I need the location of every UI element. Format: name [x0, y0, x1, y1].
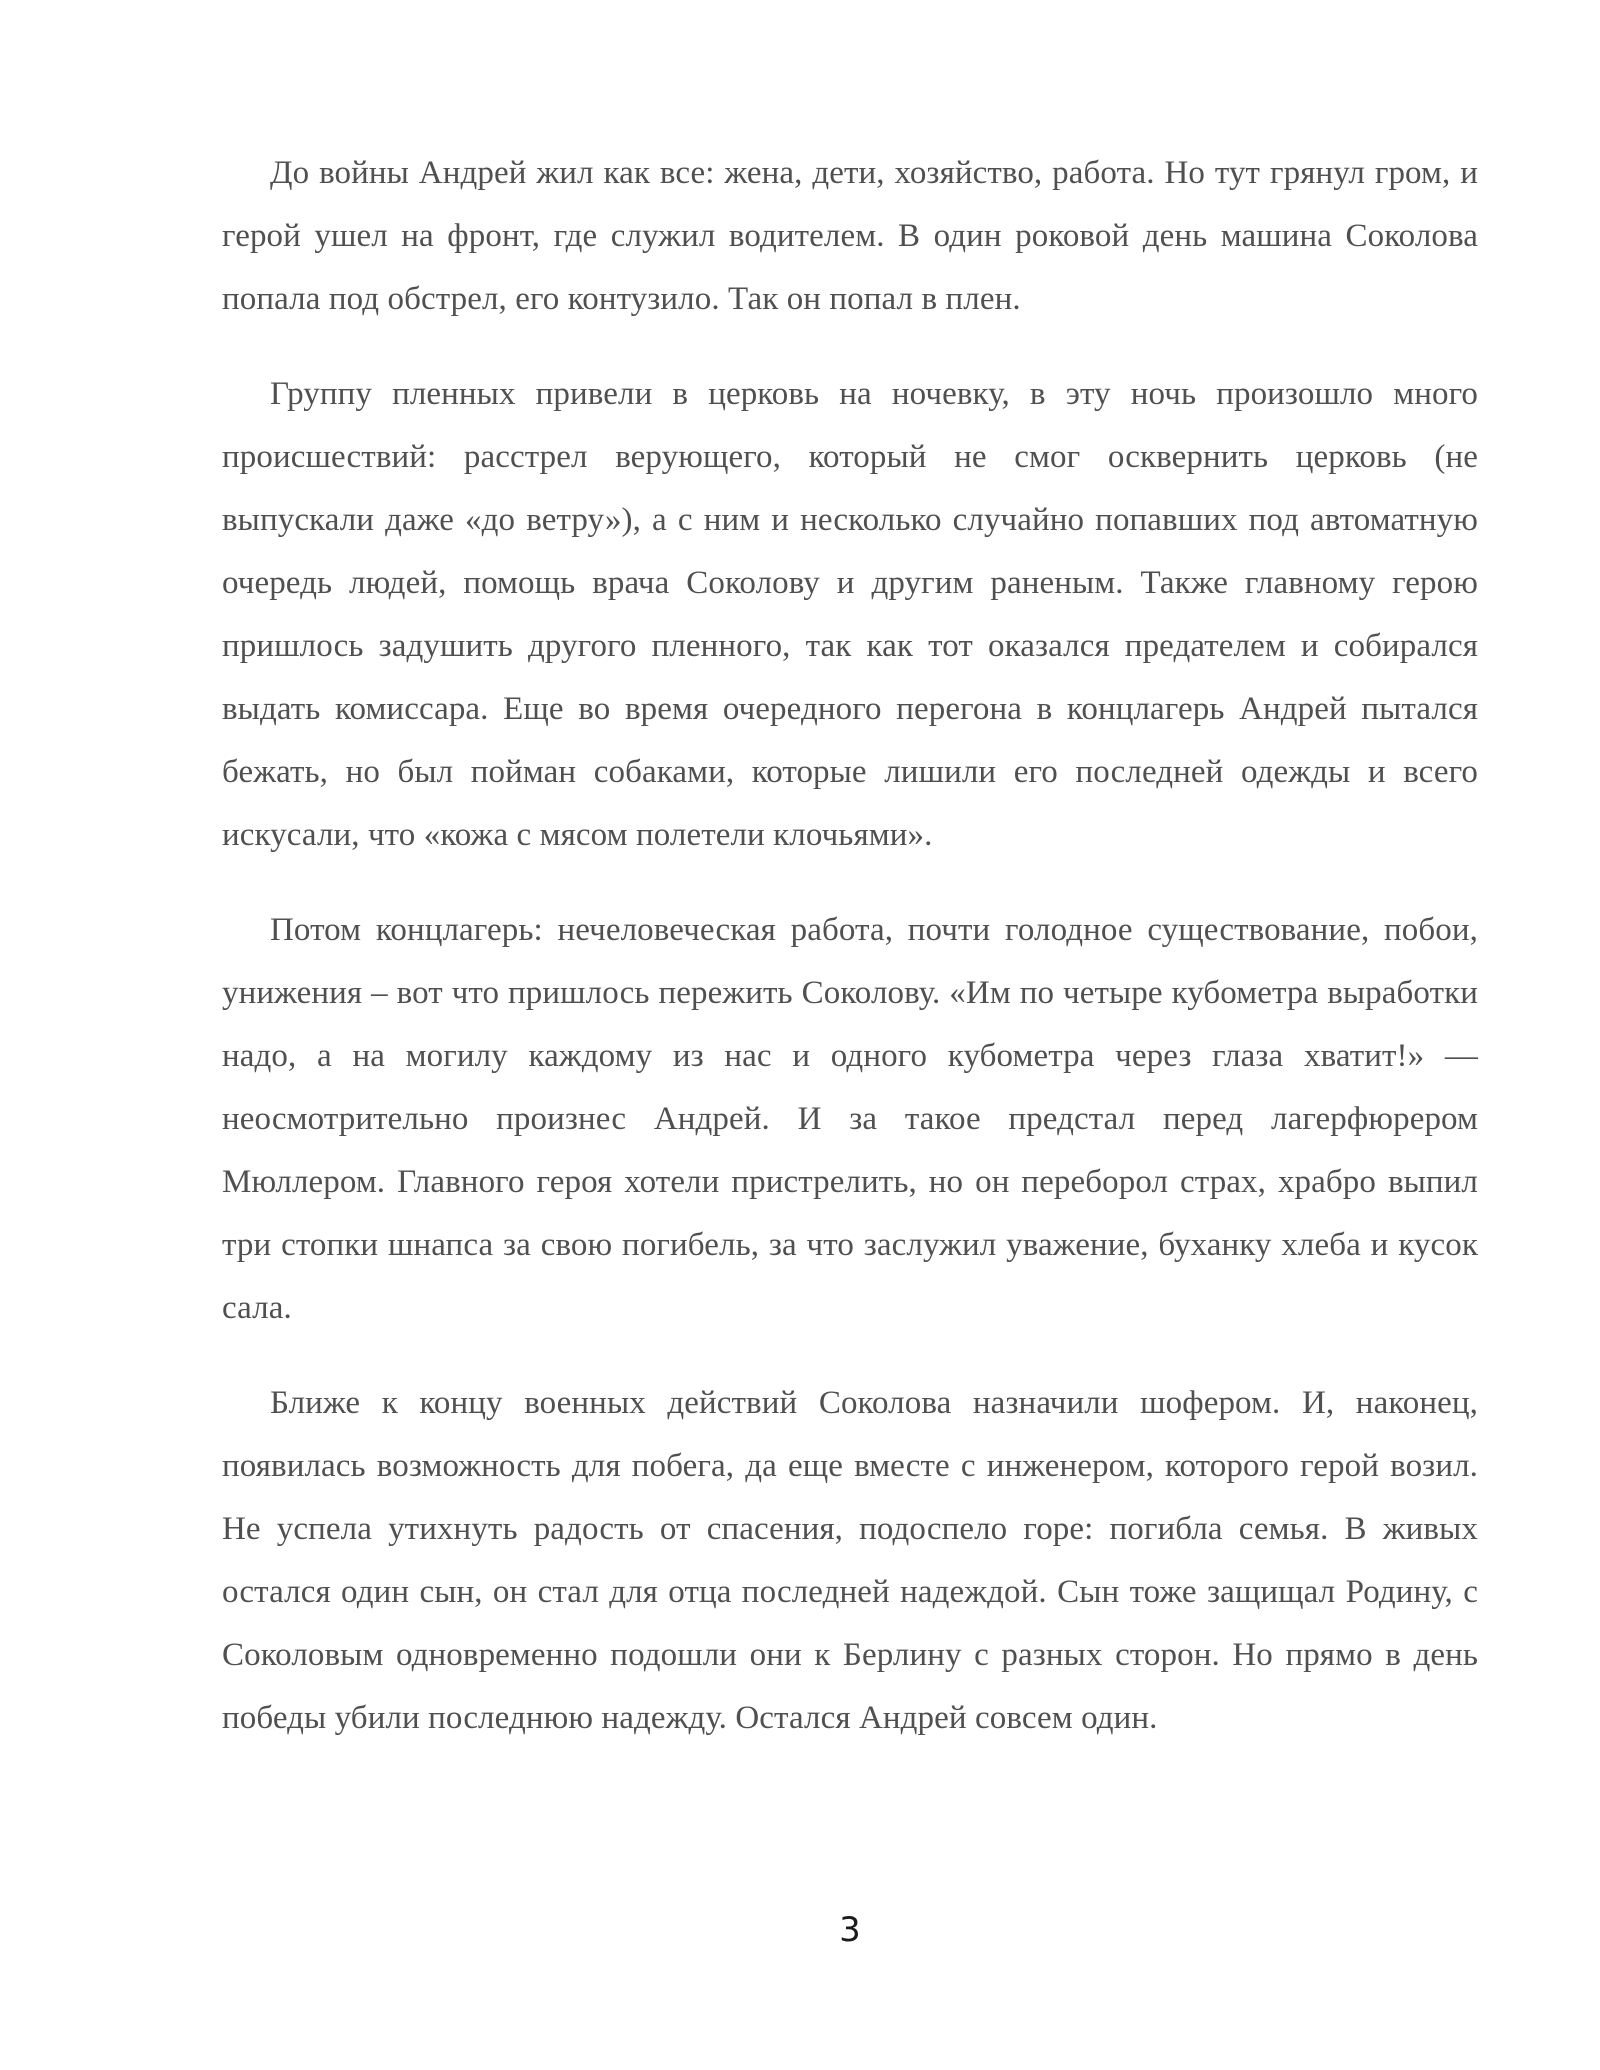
paragraph-1: До войны Андрей жил как все: жена, дети, хозяйство, работа. Но тут грянул гром, и герой ушел на фронт, где служил водителем. В один роковой день машина Соколова попала под обстрел, его контузило. Так он попал в плен.	[222, 155, 1478, 317]
paragraph-3: Потом концлагерь: нечеловеческая работа, почти голодное существование, побои, унижения – вот что пришлось пережить Соколову. «Им по четыре кубометра выработки надо, а на могилу каждому из нас и одного кубометра через глаза хватит!» — неосмотрительно произнес Андрей. И за такое предстал перед лагерфюрером Мюллером. Главного героя хотели пристрелить, но он переборол страх, храбро выпил три стопки шнапса за свою погибель, за что заслужил уважение, буханку хлеба и кусок сала.	[222, 912, 1478, 1326]
paragraph-4: Ближе к концу военных действий Соколова назначили шофером. И, наконец, появилась возможность для побега, да еще вместе с инженером, которого герой возил. Не успела утихнуть радость от спасения, подоспело горе: погибла семья. В живых остался один сын, он стал для отца последней надеждой. Сын тоже защищал Родину, с Соколовым одновременно подошли они к Берлину с разных сторон. Но прямо в день победы убили последнюю надежду. Остался Андрей совсем один.	[222, 1385, 1478, 1736]
page-number: 3	[839, 1910, 861, 1950]
paragraph-2: Группу пленных привели в церковь на ночевку, в эту ночь произошло много происшествий: расстрел верующего, который не смог осквернить церковь (не выпускали даже «до ветру»), а с ним и несколько случайно попавших под автоматную очередь людей, помощь врача Соколову и другим раненым. Также главному герою пришлось задушить другого пленного, так как тот оказался предателем и собирался выдать комиссара. Еще во время очередного перегона в концлагерь Андрей пытался бежать, но был пойман собаками, которые лишили его последней одежды и всего искусали, что «кожа с мясом полетели клочьями».	[222, 376, 1478, 853]
body-text	[222, 142, 1478, 1782]
